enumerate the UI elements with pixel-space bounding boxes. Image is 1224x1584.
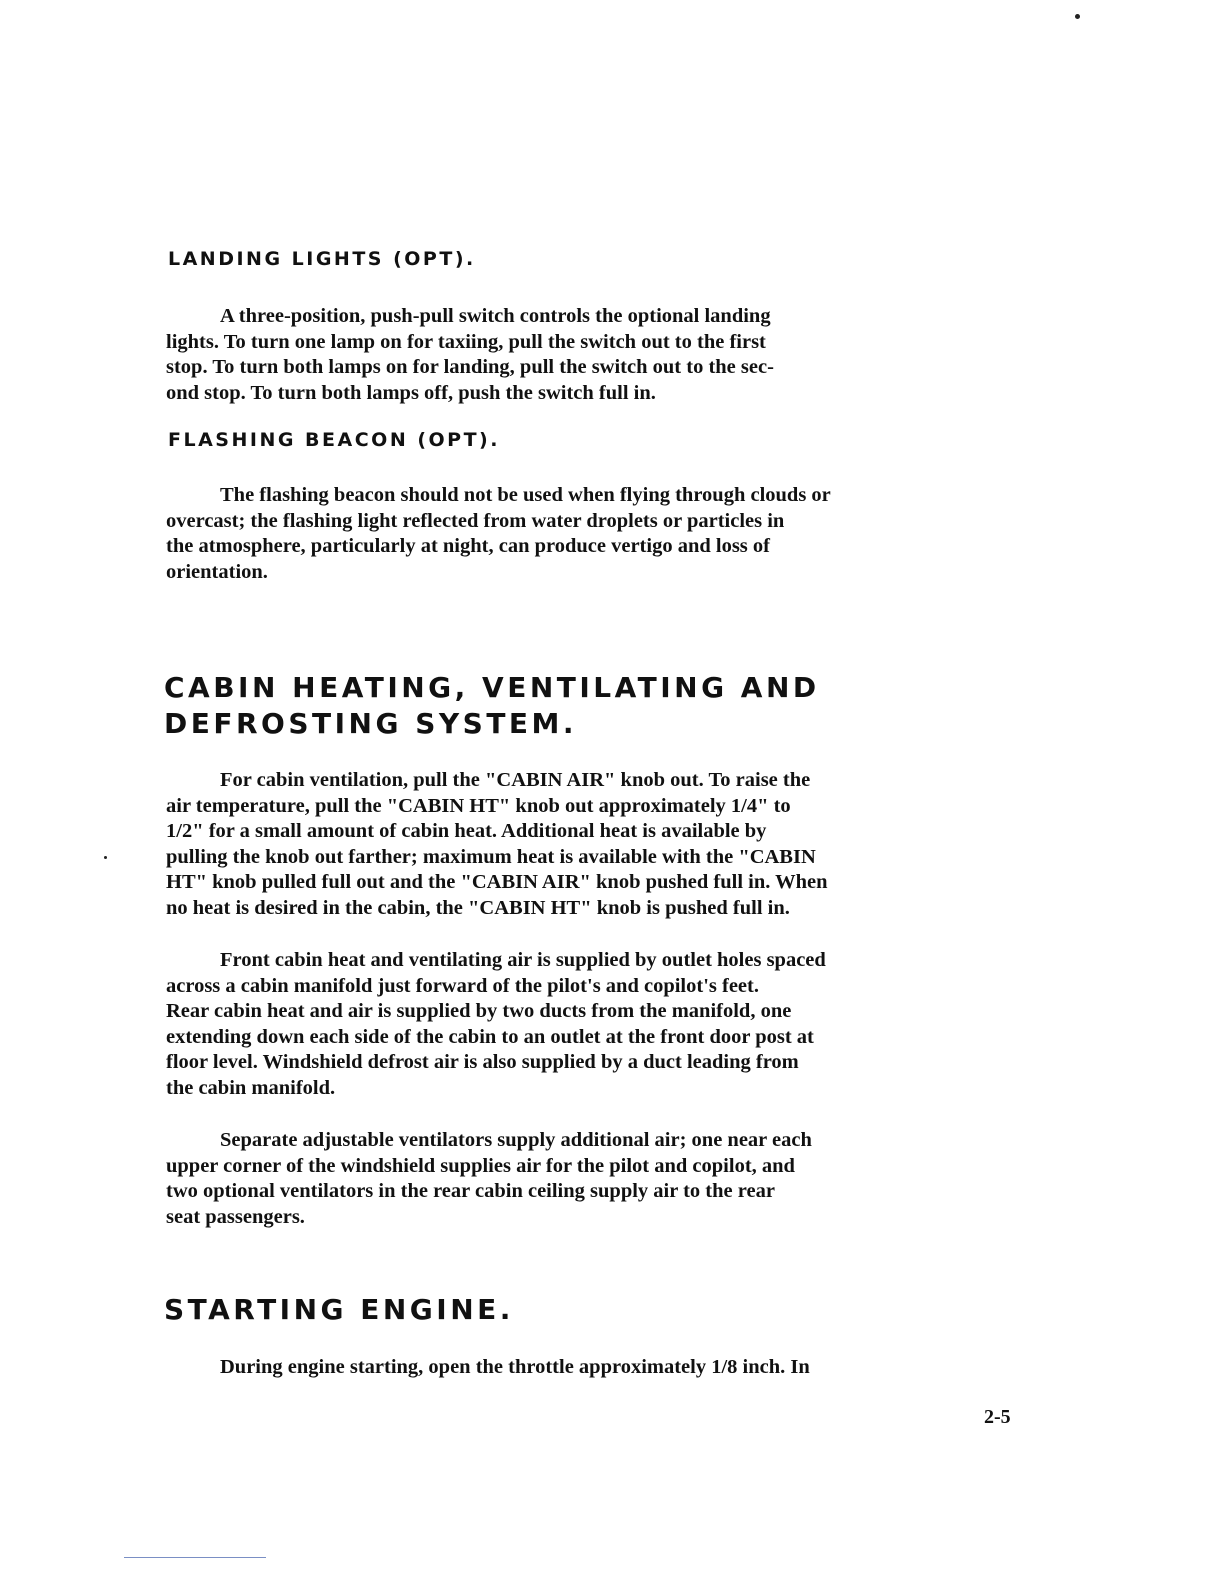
starting-engine-paragraph bbox=[166, 1355, 1026, 1381]
section-heading-starting-engine: STARTING ENGINE. bbox=[164, 1293, 514, 1326]
text-line: orientation. bbox=[166, 560, 268, 583]
section-heading-flashing-beacon: FLASHING BEACON (OPT). bbox=[168, 429, 500, 451]
text-line: The flashing beacon should not be used when flying through clouds or bbox=[220, 484, 831, 506]
cabin-heating-paragraph-3 bbox=[166, 1128, 1026, 1230]
text-line: upper corner of the windshield supplies air for the pilot and copilot, and bbox=[166, 1154, 795, 1177]
text-line: floor level. Windshield defrost air is also supplied by a duct leading from bbox=[166, 1051, 799, 1073]
text-line: across a cabin manifold just forward of the pilot's and copilot's feet. bbox=[166, 974, 759, 997]
text-line: extending down each side of the cabin to an outlet at the front door post at bbox=[166, 1025, 814, 1048]
text-line: During engine starting, open the throttle approximately 1/8 inch. In bbox=[220, 1356, 810, 1378]
text-line: the atmosphere, particularly at night, can produce vertigo and loss of bbox=[166, 535, 770, 557]
text-line: air temperature, pull the "CABIN HT" knob out approximately 1/4" to bbox=[166, 794, 791, 817]
cabin-heating-paragraph-1 bbox=[166, 768, 1026, 921]
scan-speck bbox=[1075, 14, 1080, 19]
text-line: Front cabin heat and ventilating air is supplied by outlet holes spaced bbox=[220, 949, 826, 971]
scan-speck bbox=[104, 856, 107, 859]
landing-lights-paragraph bbox=[166, 304, 1026, 406]
section-heading-cabin-heating bbox=[164, 670, 820, 742]
text-line: overcast; the flashing light reflected from water droplets or particles in bbox=[166, 509, 785, 532]
text-line: stop. To turn both lamps on for landing, pull the switch out to the sec- bbox=[166, 356, 774, 378]
text-line: two optional ventilators in the rear cabin ceiling supply air to the rear bbox=[166, 1180, 775, 1202]
text-line: lights. To turn one lamp on for taxiing, pull the switch out to the first bbox=[166, 330, 766, 353]
text-line: Separate adjustable ventilators supply additional air; one near each bbox=[220, 1129, 812, 1151]
text-line: 1/2" for a small amount of cabin heat. Additional heat is available by bbox=[166, 820, 767, 842]
section-heading-landing-lights: LANDING LIGHTS (OPT). bbox=[168, 248, 476, 270]
text-line: no heat is desired in the cabin, the "CABIN HT" knob is pushed full in. bbox=[166, 896, 790, 919]
flashing-beacon-paragraph bbox=[166, 483, 1026, 585]
text-line: the cabin manifold. bbox=[166, 1076, 336, 1099]
text-line: pulling the knob out farther; maximum heat is available with the "CABIN bbox=[166, 845, 816, 868]
text-line: A three-position, push-pull switch controls the optional landing bbox=[220, 305, 771, 327]
page-number: 2-5 bbox=[984, 1406, 1011, 1428]
text-line: HT" knob pulled full out and the "CABIN AIR" knob pushed full in. When bbox=[166, 871, 828, 893]
heading-line: CABIN HEATING, VENTILATING AND bbox=[164, 671, 820, 704]
text-line: ond stop. To turn both lamps off, push the switch full in. bbox=[166, 381, 656, 404]
cabin-heating-paragraph-2 bbox=[166, 948, 1026, 1101]
heading-line: DEFROSTING SYSTEM. bbox=[164, 707, 578, 740]
scan-edge-line bbox=[124, 1557, 266, 1558]
text-line: For cabin ventilation, pull the "CABIN AIR" knob out. To raise the bbox=[220, 769, 811, 791]
text-line: Rear cabin heat and air is supplied by two ducts from the manifold, one bbox=[166, 1000, 792, 1022]
text-line: seat passengers. bbox=[166, 1205, 305, 1228]
